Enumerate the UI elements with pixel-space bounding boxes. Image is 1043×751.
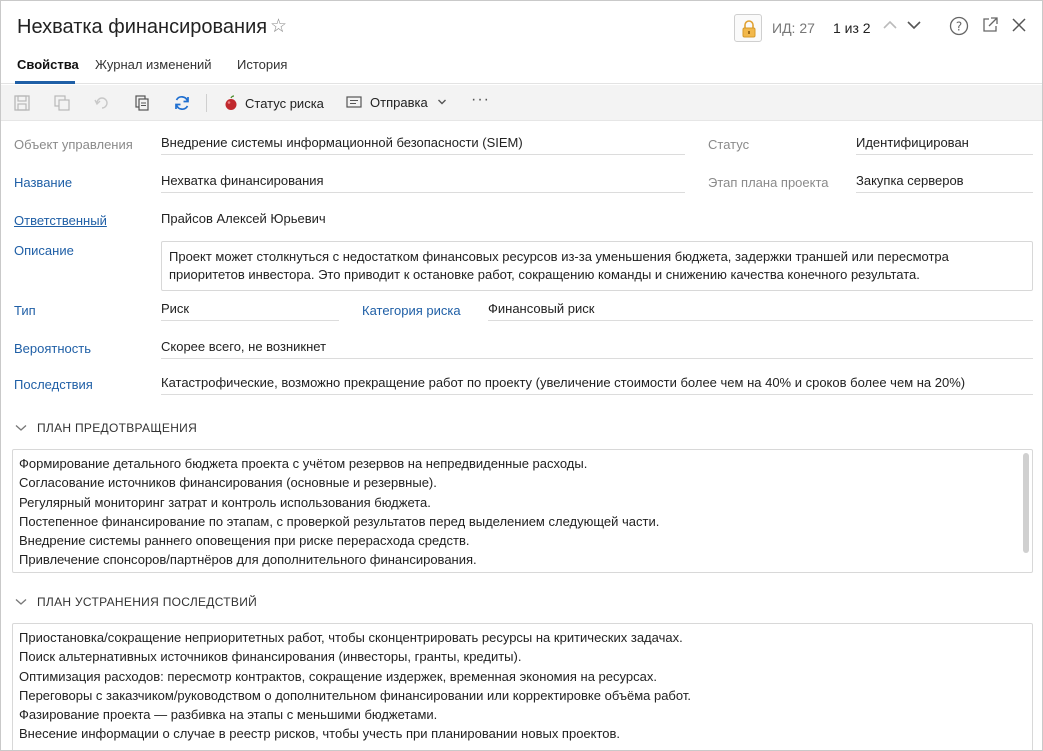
lock-icon xyxy=(741,20,757,38)
mitigation-section-title: ПЛАН УСТРАНЕНИЯ ПОСЛЕДСТВИЙ xyxy=(37,595,258,609)
chevron-down-icon xyxy=(437,97,447,107)
help-icon[interactable] xyxy=(948,15,970,37)
consequences-field[interactable]: Катастрофические, возможно прекращение работ по проекту (увеличение стоимости более чем на 40% и сроков более чем на 20%) xyxy=(161,373,1033,395)
responsible-field[interactable]: Прайсов Алексей Юрьевич xyxy=(161,211,326,226)
chevron-up-icon[interactable] xyxy=(880,15,902,37)
card-header xyxy=(1,1,1042,51)
text-line: Регулярный мониторинг затрат и контроль использования бюджета. xyxy=(19,494,431,510)
star-icon[interactable]: ☆ xyxy=(270,16,288,37)
prevention-section-header[interactable] xyxy=(15,421,197,435)
object-label: Объект управления xyxy=(14,137,133,152)
text-line: Согласование источников финансирования (основные и резервные). xyxy=(19,475,437,491)
svg-text:?: ? xyxy=(955,19,963,34)
tab-history[interactable]: История xyxy=(237,57,288,72)
close-icon[interactable] xyxy=(1009,15,1031,37)
chevron-down-icon[interactable] xyxy=(904,15,926,37)
toolbar xyxy=(1,85,1042,121)
risk-status-button[interactable] xyxy=(223,95,324,111)
scrollbar[interactable] xyxy=(1023,453,1029,553)
type-field[interactable]: Риск xyxy=(161,299,339,321)
name-field[interactable]: Нехватка финансирования xyxy=(161,171,685,193)
text-line: Переговоры с заказчиком/руководством о дополнительном финансировании или корректировке объёма работ. xyxy=(19,687,691,703)
text-line: Поиск альтернативных источников финансирования (инвесторы, гранты, кредиты). xyxy=(19,649,522,665)
text-line: Приостановка/сокращение неприоритетных работ, чтобы сконцентрировать ресурсы на критических задачах. xyxy=(19,630,683,645)
mitigation-textarea[interactable] xyxy=(12,623,1033,751)
tab-bar xyxy=(1,51,1042,84)
chevron-down-icon xyxy=(15,423,29,435)
apple-icon xyxy=(223,95,239,111)
risk-status-label: Статус риска xyxy=(245,96,324,111)
record-id: ИД: 27 xyxy=(772,20,815,36)
category-label: Категория риска xyxy=(362,303,461,318)
text-line: Внедрение системы раннего оповещения при риске перерасхода средств. xyxy=(19,533,470,549)
page-title: Нехватка финансирования xyxy=(17,16,268,38)
type-label: Тип xyxy=(14,303,36,318)
text-line: Фазирование проекта — разбивка на этапы с меньшими бюджетами. xyxy=(19,707,438,723)
description-label: Описание xyxy=(14,243,74,258)
copy-icon[interactable] xyxy=(133,94,151,112)
stage-field[interactable]: Закупка серверов xyxy=(856,171,1033,193)
more-icon[interactable]: ··· xyxy=(471,91,490,108)
undo-icon[interactable] xyxy=(93,94,111,112)
object-field[interactable]: Внедрение системы информационной безопасности (SIEM) xyxy=(161,133,685,155)
name-label: Название xyxy=(14,175,73,190)
toolbar-separator xyxy=(206,94,207,112)
prevention-textarea[interactable] xyxy=(12,449,1033,573)
save-copy-icon[interactable] xyxy=(53,94,71,112)
save-icon[interactable] xyxy=(13,94,31,112)
send-label: Отправка xyxy=(370,95,428,110)
prevention-section-title: ПЛАН ПРЕДОТВРАЩЕНИЯ xyxy=(37,421,198,435)
tab-properties[interactable]: Свойства xyxy=(17,57,79,72)
status-label: Статус xyxy=(708,137,750,152)
status-field[interactable]: Идентифицирован xyxy=(856,133,1033,155)
responsible-link[interactable]: Ответственный xyxy=(14,213,107,228)
text-line: Постепенное финансирование по этапам, с проверкой результатов перед выделением следующей части. xyxy=(19,513,660,529)
refresh-icon[interactable] xyxy=(173,94,191,112)
lock-button[interactable] xyxy=(734,14,762,42)
chevron-down-icon xyxy=(15,597,29,609)
open-external-icon[interactable] xyxy=(980,15,1002,37)
text-line: Привлечение спонсоров/партнёров для дополнительного финансирования. xyxy=(19,552,477,568)
send-form-icon xyxy=(346,95,364,109)
text-line: Оптимизация расходов: пересмотр контрактов, сокращение издержек, временная экономия на ресурсах. xyxy=(19,668,657,684)
probability-label: Вероятность xyxy=(14,341,91,356)
consequences-label: Последствия xyxy=(14,377,93,392)
tab-change-log[interactable]: Журнал изменений xyxy=(95,57,212,72)
stage-label: Этап плана проекта xyxy=(708,175,829,190)
record-pager: 1 из 2 xyxy=(833,20,871,36)
text-line: Формирование детального бюджета проекта с учётом резервов на непредвиденные расходы. xyxy=(19,456,588,471)
text-line: Внесение информации о случае в реестр рисков, чтобы учесть при планировании новых проектов. xyxy=(19,726,621,742)
send-dropdown-button[interactable] xyxy=(346,95,447,110)
description-field[interactable]: Проект может столкнуться с недостатком финансовых ресурсов из-за уменьшения бюджета, задержки траншей или пересмотра приоритетов инвестора. Это приводит к остановке работ, сокращению команды и снижению качества конечного результата. xyxy=(161,241,1033,291)
probability-field[interactable]: Скорее всего, не возникнет xyxy=(161,337,1033,359)
active-tab-indicator xyxy=(15,81,75,84)
mitigation-section-header[interactable] xyxy=(15,595,257,609)
category-field[interactable]: Финансовый риск xyxy=(488,299,1033,321)
